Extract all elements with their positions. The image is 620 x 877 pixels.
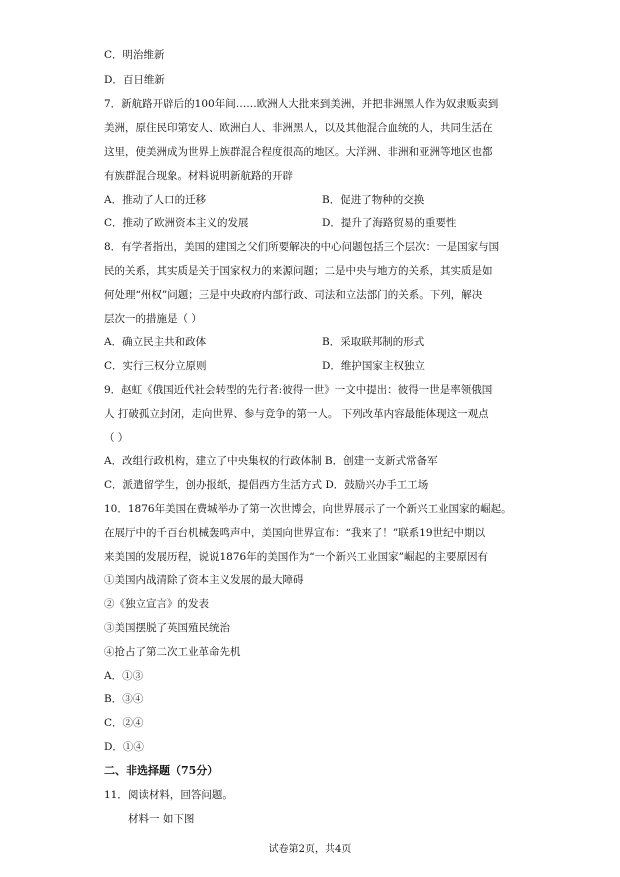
q10-stem-line-1: 10．1876年美国在费城举办了第一次世博会，向世界展示了一个新兴工业国家的崛起。 — [104, 503, 512, 515]
q8-option-a: A．确立民主共和政体 — [104, 336, 207, 348]
q10-option-a: A．①③ — [104, 670, 144, 682]
q7-option-b: B．促进了物种的交换 — [322, 194, 425, 206]
q8-stem-line-4: 层次一的措施是（ ） — [104, 313, 202, 325]
q9-stem-line-1: 9．赵虹《俄国近代社会转型的先行者:彼得一世》一文中提出：彼得一世是率领俄国 — [104, 384, 493, 396]
q7-stem-line-1: 7．新航路开辟后的100年间……欧洲人大批来到美洲，并把非洲黑人作为奴隶贩卖到 — [104, 98, 499, 110]
q10-option-b: B．③④ — [104, 693, 144, 705]
page-footer: 试卷第2页，共4页 — [268, 844, 352, 855]
q8-stem-line-3: 何处理“州权”问题；三是中央政府内部行政、司法和立法部门的关系。下列，解决 — [104, 289, 483, 301]
q7-option-a: A．推动了人口的迁移 — [104, 194, 207, 206]
q10-item-2: ②《独立宣言》的发表 — [104, 598, 209, 610]
q6-option-d: D．百日维新 — [104, 74, 165, 86]
q10-option-c: C．②④ — [104, 717, 144, 729]
q9-options-cd: C．派遣留学生，创办报纸，提倡西方生活方式 D．鼓励兴办手工工场 — [104, 479, 429, 491]
q8-stem-line-1: 8．有学者指出，美国的建国之父们所要解决的中心问题包括三个层次：一是国家与国 — [104, 241, 500, 253]
q8-stem-line-2: 民的关系，其实质是关于国家权力的来源问题；二是中央与地方的关系，其实质是如 — [104, 265, 493, 277]
q11-stem: 11．阅读材料，回答问题。 — [104, 789, 233, 801]
q10-item-3: ③美国摆脱了英国殖民统治 — [104, 622, 230, 634]
q10-stem-line-3: 来美国的发展历程，说说1876年的美国作为“一个新兴工业国家”崛起的主要原因有 — [104, 551, 488, 563]
q8-option-b: B．采取联邦制的形式 — [322, 336, 425, 348]
q9-stem-line-3: （ ） — [104, 432, 129, 444]
q9-stem-line-2: 人 打破孤立封闭，走向世界、参与竞争的第一人。 下列改革内容最能体现这一观点 — [104, 408, 489, 420]
q7-stem-line-3: 这里，使美洲成为世界上族群混合程度很高的地区。大洋洲、非洲和亚洲等地区也都 — [104, 146, 493, 158]
q8-option-c: C．实行三权分立原则 — [104, 360, 207, 372]
q10-item-1: ①美国内战清除了资本主义发展的最大障碍 — [104, 574, 304, 586]
q9-options-ab: A．改组行政机构，建立了中央集权的行政体制 B．创建一支新式常备军 — [104, 455, 438, 467]
q7-stem-line-2: 美洲，原住民印第安人、欧洲白人、非洲黑人，以及其他混合血统的人，共同生活在 — [104, 122, 493, 134]
q10-stem-line-2: 在展厅中的千百台机械轰鸣声中，美国向世界宣布：“我来了！”联系19世纪中期以 — [104, 527, 486, 539]
q7-stem-line-4: 有族群混合现象。材料说明新航路的开辟 — [104, 170, 293, 182]
q6-option-c: C．明治维新 — [104, 49, 165, 61]
q10-item-4: ④抢占了第二次工业革命先机 — [104, 646, 241, 658]
section-heading: 二、非选择题（75分） — [104, 764, 219, 777]
q8-option-d: D．维护国家主权独立 — [322, 360, 425, 372]
q7-option-c: C．推动了欧洲资本主义的发展 — [104, 217, 249, 229]
q10-option-d: D．①④ — [104, 741, 144, 753]
q11-material-label: 材料一 如下图 — [128, 813, 195, 825]
q7-option-d: D．提升了海路贸易的重要性 — [322, 217, 457, 229]
